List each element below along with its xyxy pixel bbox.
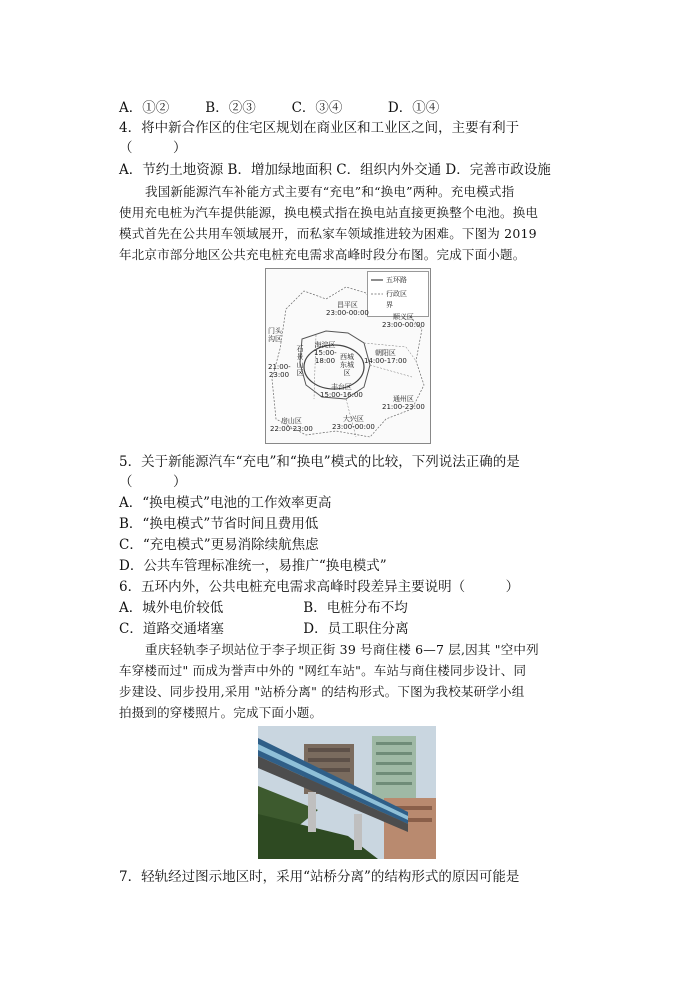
q7-stem: 7．轻轨经过图示地区时，采用“站桥分离”的结构形式的原因可能是 [119,869,520,885]
passage1-line-4: 年北京市部分地区公共充电桩充电需求高峰时段分布图。完成下面小题。 [119,247,526,262]
district-haidian: 海淀区 15:00-18:00 [314,341,337,365]
q5-stem: 5．关于新能源汽车“充电”和“换电”模式的比较，下列说法正确的是 [119,454,520,470]
map-legend [367,271,429,317]
q5-option-d: D．公共车管理标准统一，易推广“换电模式” [119,558,387,574]
q3-option-a: A．①② [119,100,170,116]
q6-options-row-2 [119,620,409,638]
q6-option-d: D．员工职住分离 [303,621,409,637]
beijing-charging-map [265,268,431,444]
q6-options-row-1 [119,599,408,617]
q6-stem: 6．五环内外，公共电桩充电需求高峰时段差异主要说明（ ） [119,579,520,595]
district-shijingshan: 石景山区 [296,345,304,377]
district-mentougou-time: 21:00-23:00 [268,363,291,379]
q5-option-c: C．“充电模式”更易消除续航焦虑 [119,537,319,553]
q5-option-b: B．“换电模式”节省时间且费用低 [119,516,319,532]
district-changping: 昌平区 23:00-00:00 [326,301,369,317]
monorail-building-photo [258,726,436,859]
legend-boundary: 界 [386,301,393,309]
district-shunyi: 顺义区 23:00-00:00 [382,313,425,329]
q5-option-a: A．“换电模式”电池的工作效率更高 [119,495,332,511]
q3-option-b: B．②③ [205,100,256,116]
legend-district: 行政区 [386,290,407,298]
passage2-line-1: 重庆轻轨李子坝站位于李子坝正街 39 号商住楼 6—7 层,因其 "空中列 [145,642,539,657]
district-fengtai: 丰台区 15:00-16:00 [320,383,363,399]
q6-option-a: A．城外电价较低 [119,600,224,616]
passage1-line-1: 我国新能源汽车补能方式主要有“充电”和“换电”两种。充电模式指 [145,184,515,199]
district-tongzhou: 通州区 21:00-23:00 [382,395,425,411]
q4-options: A．节约土地资源 B．增加绿地面积 C．组织内外交通 D．完善市政设施 [119,162,551,178]
passage2-line-4: 拍摄到的穿楼照片。完成下面小题。 [119,705,323,720]
q3-option-c: C．③④ [291,100,343,116]
q5-answer-paren: （ ） [119,474,187,490]
district-daxing: 大兴区 23:00-00:00 [332,415,375,431]
passage2-line-3: 步建设、同步投用,采用 "站桥分离" 的结构形式。下图为我校某研学小组 [119,684,525,699]
passage1-line-2: 使用充电桩为汽车提供能源，换电模式指在换电站直接更换整个电池。换电 [119,205,539,220]
district-mentougou: 门头沟区 [268,327,282,343]
passage2-line-2: 车穿楼而过" 而成为誉声中外的 "网红车站"。车站与商住楼同步设计、同 [119,663,527,678]
legend-ring-road: 五环路 [386,276,407,284]
district-xicheng-dongcheng: 西城东城区 [340,353,354,377]
q4-answer-paren: （ ） [119,140,187,156]
district-fangshan: 房山区 22:00-23:00 [270,417,313,433]
q3-option-d: D．①④ [387,100,440,116]
q4-stem: 4．将中新合作区的住宅区规划在商业区和工业区之间，主要有利于 [119,120,520,136]
district-chaoyang: 朝阳区 14:00-17:00 [364,349,407,365]
passage1-line-3: 模式首先在公共用车领域展开，而私家车领域推进较为困难。下图为 2019 [119,226,537,241]
q3-options [119,99,439,117]
q6-option-c: C．道路交通堵塞 [119,621,224,637]
q6-option-b: B．电桩分布不均 [303,600,408,616]
